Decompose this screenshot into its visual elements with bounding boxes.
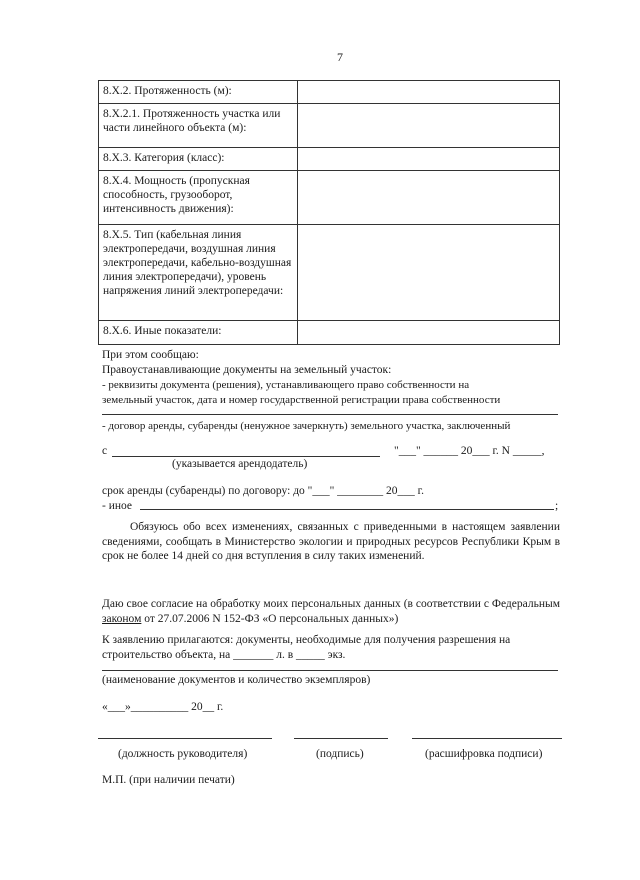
page-number: 7 <box>337 50 343 64</box>
date-line: «___»__________ 20__ г. <box>102 701 224 713</box>
signature-line[interactable] <box>294 738 388 739</box>
other-prefix: - иное <box>102 500 133 512</box>
table-cell-value[interactable] <box>298 81 560 104</box>
attachments-line-2: строительство объекта, на _______ л. в _____ экз. <box>102 649 346 661</box>
attachments-line-1: К заявлению прилагаются: документы, необходимые для получения разрешения на <box>102 634 511 646</box>
attachments-fill-line[interactable] <box>102 670 558 671</box>
ownership-fill-line[interactable] <box>102 414 558 415</box>
table-row <box>99 321 560 345</box>
position-signature-line[interactable] <box>98 738 272 739</box>
table-cell-value[interactable] <box>298 225 560 321</box>
consent-text-end: от 27.07.2006 N 152-ФЗ «О персональных данных») <box>141 612 399 625</box>
ownership-line-2: земельный участок, дата и номер государственной регистрации права собственности <box>102 394 501 406</box>
table-cell-value[interactable] <box>298 104 560 148</box>
properties-table <box>98 80 560 345</box>
table-row <box>99 104 560 148</box>
lease-date: "___" ______ 20___ г. N _____, <box>394 445 545 457</box>
lessor-fill-line[interactable] <box>112 456 380 457</box>
decryption-signature-line[interactable] <box>412 738 562 739</box>
consent-paragraph <box>102 597 560 626</box>
table-cell-label: 8.X.2.1. Протяженность участка или части линейного объекта (м): <box>99 104 298 148</box>
table-row <box>99 225 560 321</box>
stamp-note: М.П. (при наличии печати) <box>102 774 235 786</box>
table-cell-label: 8.X.2. Протяженность (м): <box>99 81 298 104</box>
report-intro: При этом сообщаю: <box>102 349 199 361</box>
table-cell-label: 8.X.4. Мощность (пропускная способность, грузооборот, интенсивность движения): <box>99 171 298 225</box>
lease-term: срок аренды (субаренды) по договору: до "___" ________ 20___ г. <box>102 485 424 497</box>
other-fill-line[interactable] <box>140 509 554 510</box>
law-link[interactable]: законом <box>102 612 142 625</box>
table-cell-value[interactable] <box>298 148 560 171</box>
table-cell-value[interactable] <box>298 171 560 225</box>
table-cell-label: 8.X.3. Категория (класс): <box>99 148 298 171</box>
table-cell-label: 8.X.5. Тип (кабельная линия электропередачи, воздушная линия электропередачи, кабельно-воздушная линия электропередачи), уровень напряжения линий электропередачи: <box>99 225 298 321</box>
table-row <box>99 171 560 225</box>
attachments-caption: (наименование документов и количество экземпляров) <box>102 674 371 686</box>
docs-heading: Правоустанавливающие документы на земельный участок: <box>102 364 392 376</box>
other-suffix: ; <box>555 500 559 512</box>
obligation-paragraph: Обязуюсь обо всех изменениях, связанных с приведенными в настоящем заявлении сведениями, сообщать в Министерство экологии и природных ресурсов Республики Крым в срок не более 14 дней со дня вступления в силу таких изменений. <box>102 521 560 562</box>
signature-caption: (подпись) <box>316 748 364 760</box>
table-cell-value[interactable] <box>298 321 560 345</box>
table-cell-label: 8.X.6. Иные показатели: <box>99 321 298 345</box>
lessor-hint: (указывается арендодатель) <box>172 458 308 470</box>
table-row <box>99 148 560 171</box>
table-row <box>99 81 560 104</box>
lease-line: - договор аренды, субаренды (ненужное зачеркнуть) земельного участка, заключенный <box>102 420 511 432</box>
position-caption: (должность руководителя) <box>118 748 248 760</box>
ownership-line-1: - реквизиты документа (решения), устанавливающего право собственности на <box>102 379 470 391</box>
decryption-caption: (расшифровка подписи) <box>425 748 543 760</box>
consent-text-start: Даю свое согласие на обработку моих персональных данных (в соответствии с Федеральным <box>102 598 560 610</box>
lessor-prefix: с <box>102 445 108 457</box>
